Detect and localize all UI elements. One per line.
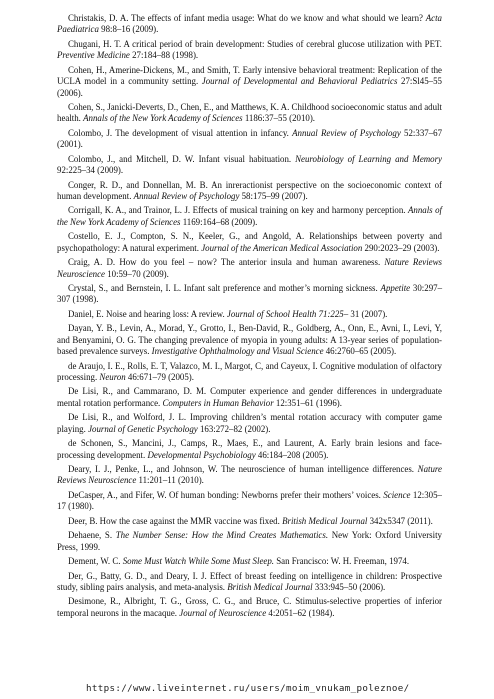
journal-title: Preventive Medicine [57, 50, 130, 61]
reference-body: De Lisi, R., and Cammarano, D. M. Computer experience and gender differences in undergraduate mental rotation performance. [57, 386, 442, 408]
journal-title: Annals of the New York Academy of Sciences [83, 113, 243, 124]
journal-title: Journal of Developmental and Behavioral Pediatrics [201, 76, 398, 87]
reference-body: Costello, E. J., Compton, S. N., Keeler, G., and Angold, A. Relationships between poverty and psychopathology: A natural experiment. [57, 231, 442, 253]
journal-title: Annual Review of Psychology [292, 127, 401, 138]
reference-body: Desimone, R., Albright, T. G., Gross, C. G., and Bruce, C. Stimulus-selective properties of inferior temporal neurons in the macaque. [57, 596, 442, 618]
reference-entry [57, 516, 442, 527]
reference-body: Daniel, E. Noise and hearing loss: A review. [68, 308, 227, 319]
reference-body: Colombo, J. The development of visual attention in infancy. [68, 127, 293, 138]
reference-entry [57, 386, 442, 409]
reference-entry [57, 283, 442, 306]
reference-entry [57, 323, 442, 357]
citation-details: San Francisco: W. H. Freeman, 1974. [274, 556, 410, 567]
reference-entry [57, 490, 442, 513]
reference-entry [57, 39, 442, 62]
citation-details: 46:2760–65 (2005). [323, 346, 397, 357]
journal-title: Journal of the American Medical Association [201, 242, 363, 253]
journal-title: Neuron [99, 371, 126, 382]
reference-entry [57, 154, 442, 177]
reference-body: Der, G., Batty, G. D., and Deary, I. J. Effect of breast feeding on intelligence in children: Prospective study, sibling pairs analysis, and meta-analysis. [57, 570, 442, 592]
reference-entry [57, 65, 442, 99]
reference-entry [57, 102, 442, 125]
citation-details: 30:297–307 (1998). [57, 283, 443, 305]
citation-details: 46:184–208 (2005). [255, 449, 329, 460]
citation-details: 12:351–61 (1996). [273, 397, 342, 408]
citation-details: 12:305–17 (1980). [57, 489, 442, 512]
reference-body: De Lisi, R., and Wolford, J. L. Improving children’s mental rotation accuracy with computer game playing. [57, 412, 442, 434]
citation-details: 1169:164–68 (2009). [180, 216, 258, 227]
reference-body: Dement, W. C. [68, 556, 123, 567]
journal-title: Nature Reviews Neuroscience [57, 464, 442, 486]
journal-title: The Number Sense: How the Mind Creates Mathematics. [115, 530, 329, 541]
reference-body: Dayan, Y. B., Levin, A., Morad, Y., Grotto, I., Ben-David, R., Goldberg, A., Onn, E., Avni, I., Levi, Y, and Benyamini, O. G. The changing prevalence of myopia in young adults: A 13-year series of population-based prevalence surveys. [57, 323, 442, 357]
citation-details: 98:8–16 (2009). [98, 24, 159, 35]
reference-body: Deer, B. How the case against the MMR vaccine was fixed. [68, 515, 283, 526]
reference-entry [57, 438, 442, 461]
citation-details: 4:2051–62 (1984). [266, 607, 335, 618]
journal-title: Some Must Watch While Some Must Sleep. [122, 556, 274, 567]
reference-body: Dehaene, S. [68, 530, 116, 541]
citation-details: New York: Oxford University Press, 1999. [57, 530, 442, 552]
journal-title: Developmental Psychobiology [147, 449, 256, 460]
journal-title: Acta Paediatrica [57, 13, 442, 35]
reference-entry [57, 13, 442, 36]
citation-details: 92:225–34 (2009). [57, 165, 124, 176]
reference-body: Christakis, D. A. The effects of infant media usage: What do we know and what should we learn? [68, 13, 426, 23]
citation-details: 342x5347 (2011). [367, 515, 433, 526]
citation-details: 290:2023–29 (2003). [362, 242, 440, 253]
citation-details: 10:59–70 (2009). [104, 268, 169, 279]
reference-entry [57, 128, 442, 151]
citation-details: 27:184–88 (1998). [129, 50, 199, 61]
reference-entry [57, 361, 442, 384]
citation-details: 27:Sl45–55 (2006). [57, 76, 442, 98]
citation-details: 46:671–79 (2005). [125, 371, 194, 382]
reference-body: Chugani, H. T. A critical period of brain development: Studies of cerebral glucose utilization with PET. [68, 38, 442, 49]
journal-title: Annals of the New York Academy of Sciences [57, 205, 442, 227]
reference-body: Crystal, S., and Bernstein, I. L. Infant salt preference and mother’s morning sickness. [68, 283, 381, 293]
reference-entry [57, 257, 442, 280]
journal-title: Investigative Ophthalmology and Visual Science [151, 346, 324, 357]
reference-entry [57, 231, 442, 254]
reference-entry [57, 205, 442, 228]
reference-body: Corrigall, K. A., and Trainor, L. J. Effects of musical training on key and harmony perception. [68, 205, 408, 216]
reference-body: Craig, A. D. How do you feel – now? The anterior insula and human awareness. [68, 257, 385, 268]
citation-details: 52:337–67 (2001). [57, 127, 443, 150]
reference-body: DeCasper, A., and Fifer, W. Of human bonding: Newborns prefer their mothers’ voices. [68, 489, 384, 500]
journal-title: Computers in Human Behavior [162, 397, 274, 408]
journal-title: Science [383, 489, 411, 500]
journal-title: Neurobiology of Learning and Memory [295, 153, 442, 164]
reference-entry [57, 464, 442, 487]
journal-title: Journal of School Health 71:225– [226, 308, 349, 319]
journal-title: Nature Reviews Neuroscience [57, 257, 442, 279]
reference-body: de Schonen, S., Mancini, J., Camps, R., Maes, E., and Laurent, A. Early brain lesions and face-processing development. [57, 438, 442, 460]
reference-entry [57, 180, 442, 203]
reference-body: Colombo, J., and Mitchell, D. W. Infant visual habituation. [68, 153, 296, 164]
citation-details: 163:272–82 (2002). [197, 423, 271, 434]
citation-details: 58:175–99 (2007). [239, 190, 308, 201]
citation-details: 1186:37–55 (2010). [242, 113, 315, 124]
reference-entry [57, 556, 442, 567]
reference-body: Deary, I. J., Penke, L., and Johnson, W. The neuroscience of human intelligence differences. [68, 464, 418, 475]
reference-entry [57, 571, 442, 594]
reference-body: de Araujo, I. E., Rolls, E. T, Valazco, M. I., Margot, C, and Cayeux, I. Cognitive modulation of olfactory processing. [57, 360, 442, 382]
journal-title: Annual Review of Psychology [133, 190, 240, 201]
reference-entry [57, 412, 442, 435]
source-url-watermark: https://www.liveinternet.ru/users/moim_vnukam_poleznoe/ [86, 683, 410, 694]
reference-body: Conger, R. D., and Donnellan, M. B. An inreractionist perspective on the socioeconomic context of human development. [57, 179, 442, 201]
reference-entry [57, 309, 442, 320]
journal-title: British Medical Journal [227, 581, 313, 592]
citation-details: 31 (2007). [348, 308, 388, 319]
reference-list [57, 13, 442, 622]
reference-entry [57, 530, 442, 553]
reference-entry [57, 596, 442, 619]
reference-body: Cohen, S., Janicki-Deverts, D., Chen, E., and Matthews, K. A. Childhood socioeconomic status and adult health. [57, 101, 442, 124]
citation-details: 11:201–11 (2010). [136, 475, 204, 486]
journal-title: Appetite [380, 283, 411, 293]
journal-title: Journal of Genetic Psychology [88, 423, 198, 434]
journal-title: British Medical Journal [282, 515, 368, 526]
citation-details: 333:945–50 (2006). [312, 581, 386, 592]
journal-title: Journal of Neuroscience [179, 607, 267, 618]
reference-body: Cohen, H., Amerine-Dickens, M., and Smith, T. Early intensive behavioral treatment: Replication of the UCLA model in a community setting. [57, 64, 442, 87]
